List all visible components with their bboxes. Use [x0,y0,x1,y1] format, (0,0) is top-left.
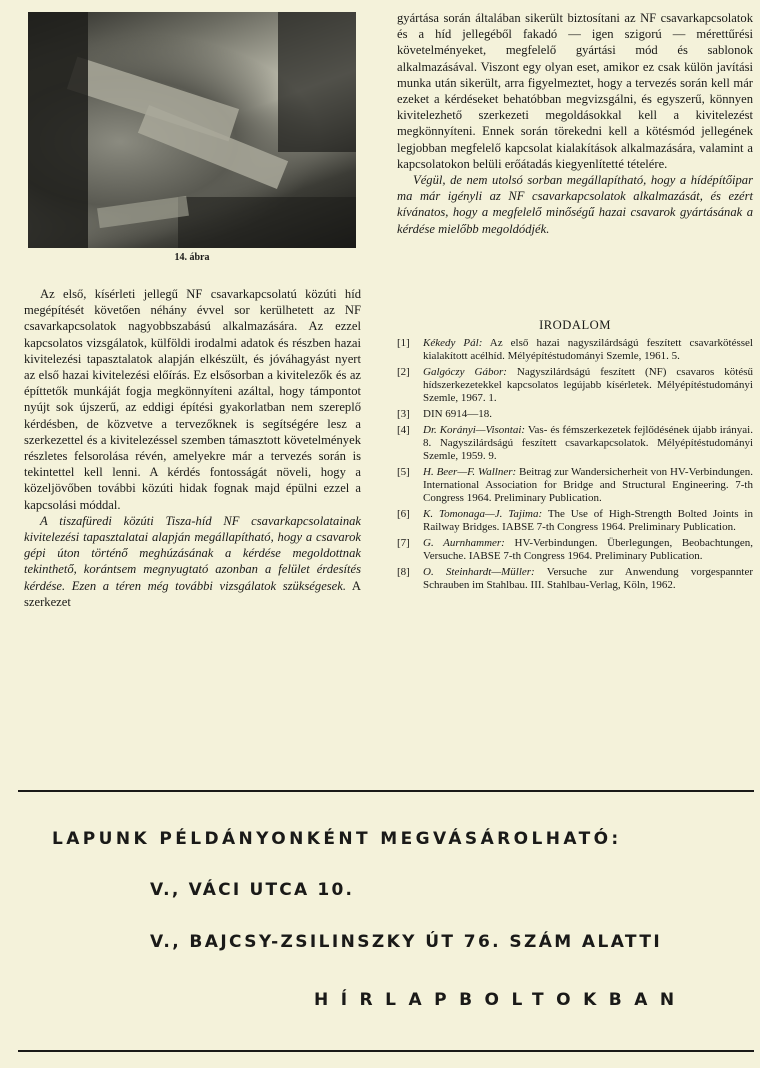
reference-author: Kékedy Pál: [423,337,483,349]
left-paragraph-1: Az első, kísérleti jellegű NF csavarkapcsolatú közúti híd megépítését követően néhány évvel sor kerülhetett az NF csavarkapcsolatok nagyobbszabású alkalmazására. Az ezzel kapcsolatos vizsgálatok, külföldi irodalmi adatok és részben hazai kivitelezési tapasztalatok alapján elkészült, és jóváhagyást nyert az első hazai kivitelezési előírás. Ez elsősorban a kivitelezők és az építtetők munkáját fogja megkönnyíteni azáltal, hogy támpontot nyújt sok újszerű, az eddigi építési gyakorlatban nem szereplő kérdésben, de közvetve a tervezőknek is segítségére lesz a szerkezettel és a kivitelezéssel szemben támasztott követelmények részletes felsorolása révén, amelyekre már a tervezés során is tekintettel kell lenni. A kérdés fontosságát növeli, hogy a közeljövőben további közúti hidak fognak majd épülni ezzel a kapcsolási móddal. [24,287,361,512]
reference-author: O. Steinhardt—Müller: [423,566,535,578]
reference-author: K. Tomonaga—J. Tajima: [423,508,543,520]
figure-caption: 14. ábra [174,252,210,263]
reference-author: Dr. Korányi—Visontai: [423,424,526,436]
advert-line-1: LAPUNK PÉLDÁNYONKÉNT MEGVÁSÁROLHATÓ: [52,829,622,849]
reference-text: Az első hazai nagyszilárdságú feszített csavarkötéssel kialakított acélhíd. Mélyépítéstudományi Szemle, 1961. 5. [423,337,753,362]
reference-number: [6] [397,508,410,520]
reference-text: The Use of High-Strength Bolted Joints in Railway Bridges. IABSE 7-th Congress 1964. Preliminary Publication. [423,508,753,533]
reference-number: [2] [397,366,410,378]
reference-item [397,566,753,592]
reference-number: [8] [397,566,410,578]
right-column [397,10,753,237]
reference-item [397,408,753,421]
reference-text: DIN 6914—18. [423,408,493,420]
reference-item [397,537,753,563]
advert-line-3: V., BAJCSY-ZSILINSZKY ÚT 76. SZÁM ALATTI [150,932,663,952]
reference-number: [5] [397,466,410,478]
reference-item [397,424,753,463]
left-paragraph-2 [24,513,361,610]
reference-text: Versuche zur Anwendung vorgespannter Schrauben im Stahlbau. III. Stahlbau-Verlag, Köln, 1962. [423,566,754,591]
reference-number: [1] [397,337,410,349]
left-paragraph-2-tail: A szerkezet [24,578,361,609]
reference-text: HV-Verbindungen. Überlegungen, Beobachtungen, Versuche. IABSE 7-th Congress 1964. Preliminary Publication. [423,537,754,562]
reference-item [397,466,753,505]
reference-item [397,337,753,363]
reference-number: [3] [397,408,410,420]
right-paragraph-1: gyártása során általában sikerült biztosítani az NF csavarkapcsolatok és a híd jellegéből fakadó — igen szigorú — mérettűrési követelményeket, megfelelő gyártási mód és sablonok alkalmazásával. Viszont egy olyan eset, amikor ez csak külön javítási munka után sikerült, arra figyelmeztet, hogy a tervezés során kell már ezeket a kérdéseket behatóbban megvizsgálni, és egyszerű, könnyen kivitelezhető szerkezeti megoldásokkal kell a kivitelezést megkönnyíteni. Ennek során törekedni kell a kötésmód jellegének legjobban megfelelő kapcsolat kialakítások alkalmazására, valamint a kapcsolatokon belüli erőátadás kiegyenlítetté tételére. [397,11,753,171]
reference-item [397,508,753,534]
advert-line-2: V., VÁCI UTCA 10. [150,880,355,900]
reference-author: G. Aurnhammer: [423,537,505,549]
reference-text: Nagyszilárdságú feszített (NF) csavaros kötésű hídszerkezetekkel kapcsolatos legújabb kísérletek. Mélyépítéstudományi Szemle, 1967. 1. [423,366,754,404]
reference-text: Beitrag zur Wandersicherheit von HV-Verbindungen. International Association for Bridge and Structural Engineering. 7-th Congress 1964. Preliminary Publication. [423,466,753,504]
right-paragraph-2: Végül, de nem utolsó sorban megállapítható, hogy a hídépítőipar ma már igényli az NF csavarkapcsolatok alkalmazását, és ezért kívánatos, hogy a megfelelő minőségű hazai csavarok gyártásának a kérdése mielőbb megoldódjék. [397,173,753,236]
reference-author: H. Beer—F. Wallner: [423,466,517,478]
reference-number: [4] [397,424,410,436]
reference-item [397,366,753,405]
bottom-rule [18,1050,754,1052]
figure-photo [28,12,356,248]
reference-number: [7] [397,537,410,549]
top-rule [18,790,754,792]
references [397,310,753,595]
left-column [24,286,361,610]
reference-text: Vas- és fémszerkezetek fejlődésének újabb irányai. 8. Nagyszilárdságú feszített csavarkapcsolatok. Mélyépítéstudományi Szemle, 1959. 9. [423,424,753,462]
left-paragraph-2-italic: A tiszafüredi közúti Tisza-híd NF csavarkapcsolatainak kivitelezési tapasztalatai alapján megállapítható, hogy a csavarok gépi úton történő meghúzásának a kérdése megoldottnak tekinthető, korántsem megnyugtató azonban a felület érdesítés kérdése. Ezen a téren még további vizsgálatok szükségesek. [24,513,361,593]
references-title: IRODALOM [539,318,611,332]
advert-line-4: HÍRLAPBOLTOKBAN [314,990,687,1010]
reference-author: Galgóczy Gábor: [423,366,507,378]
